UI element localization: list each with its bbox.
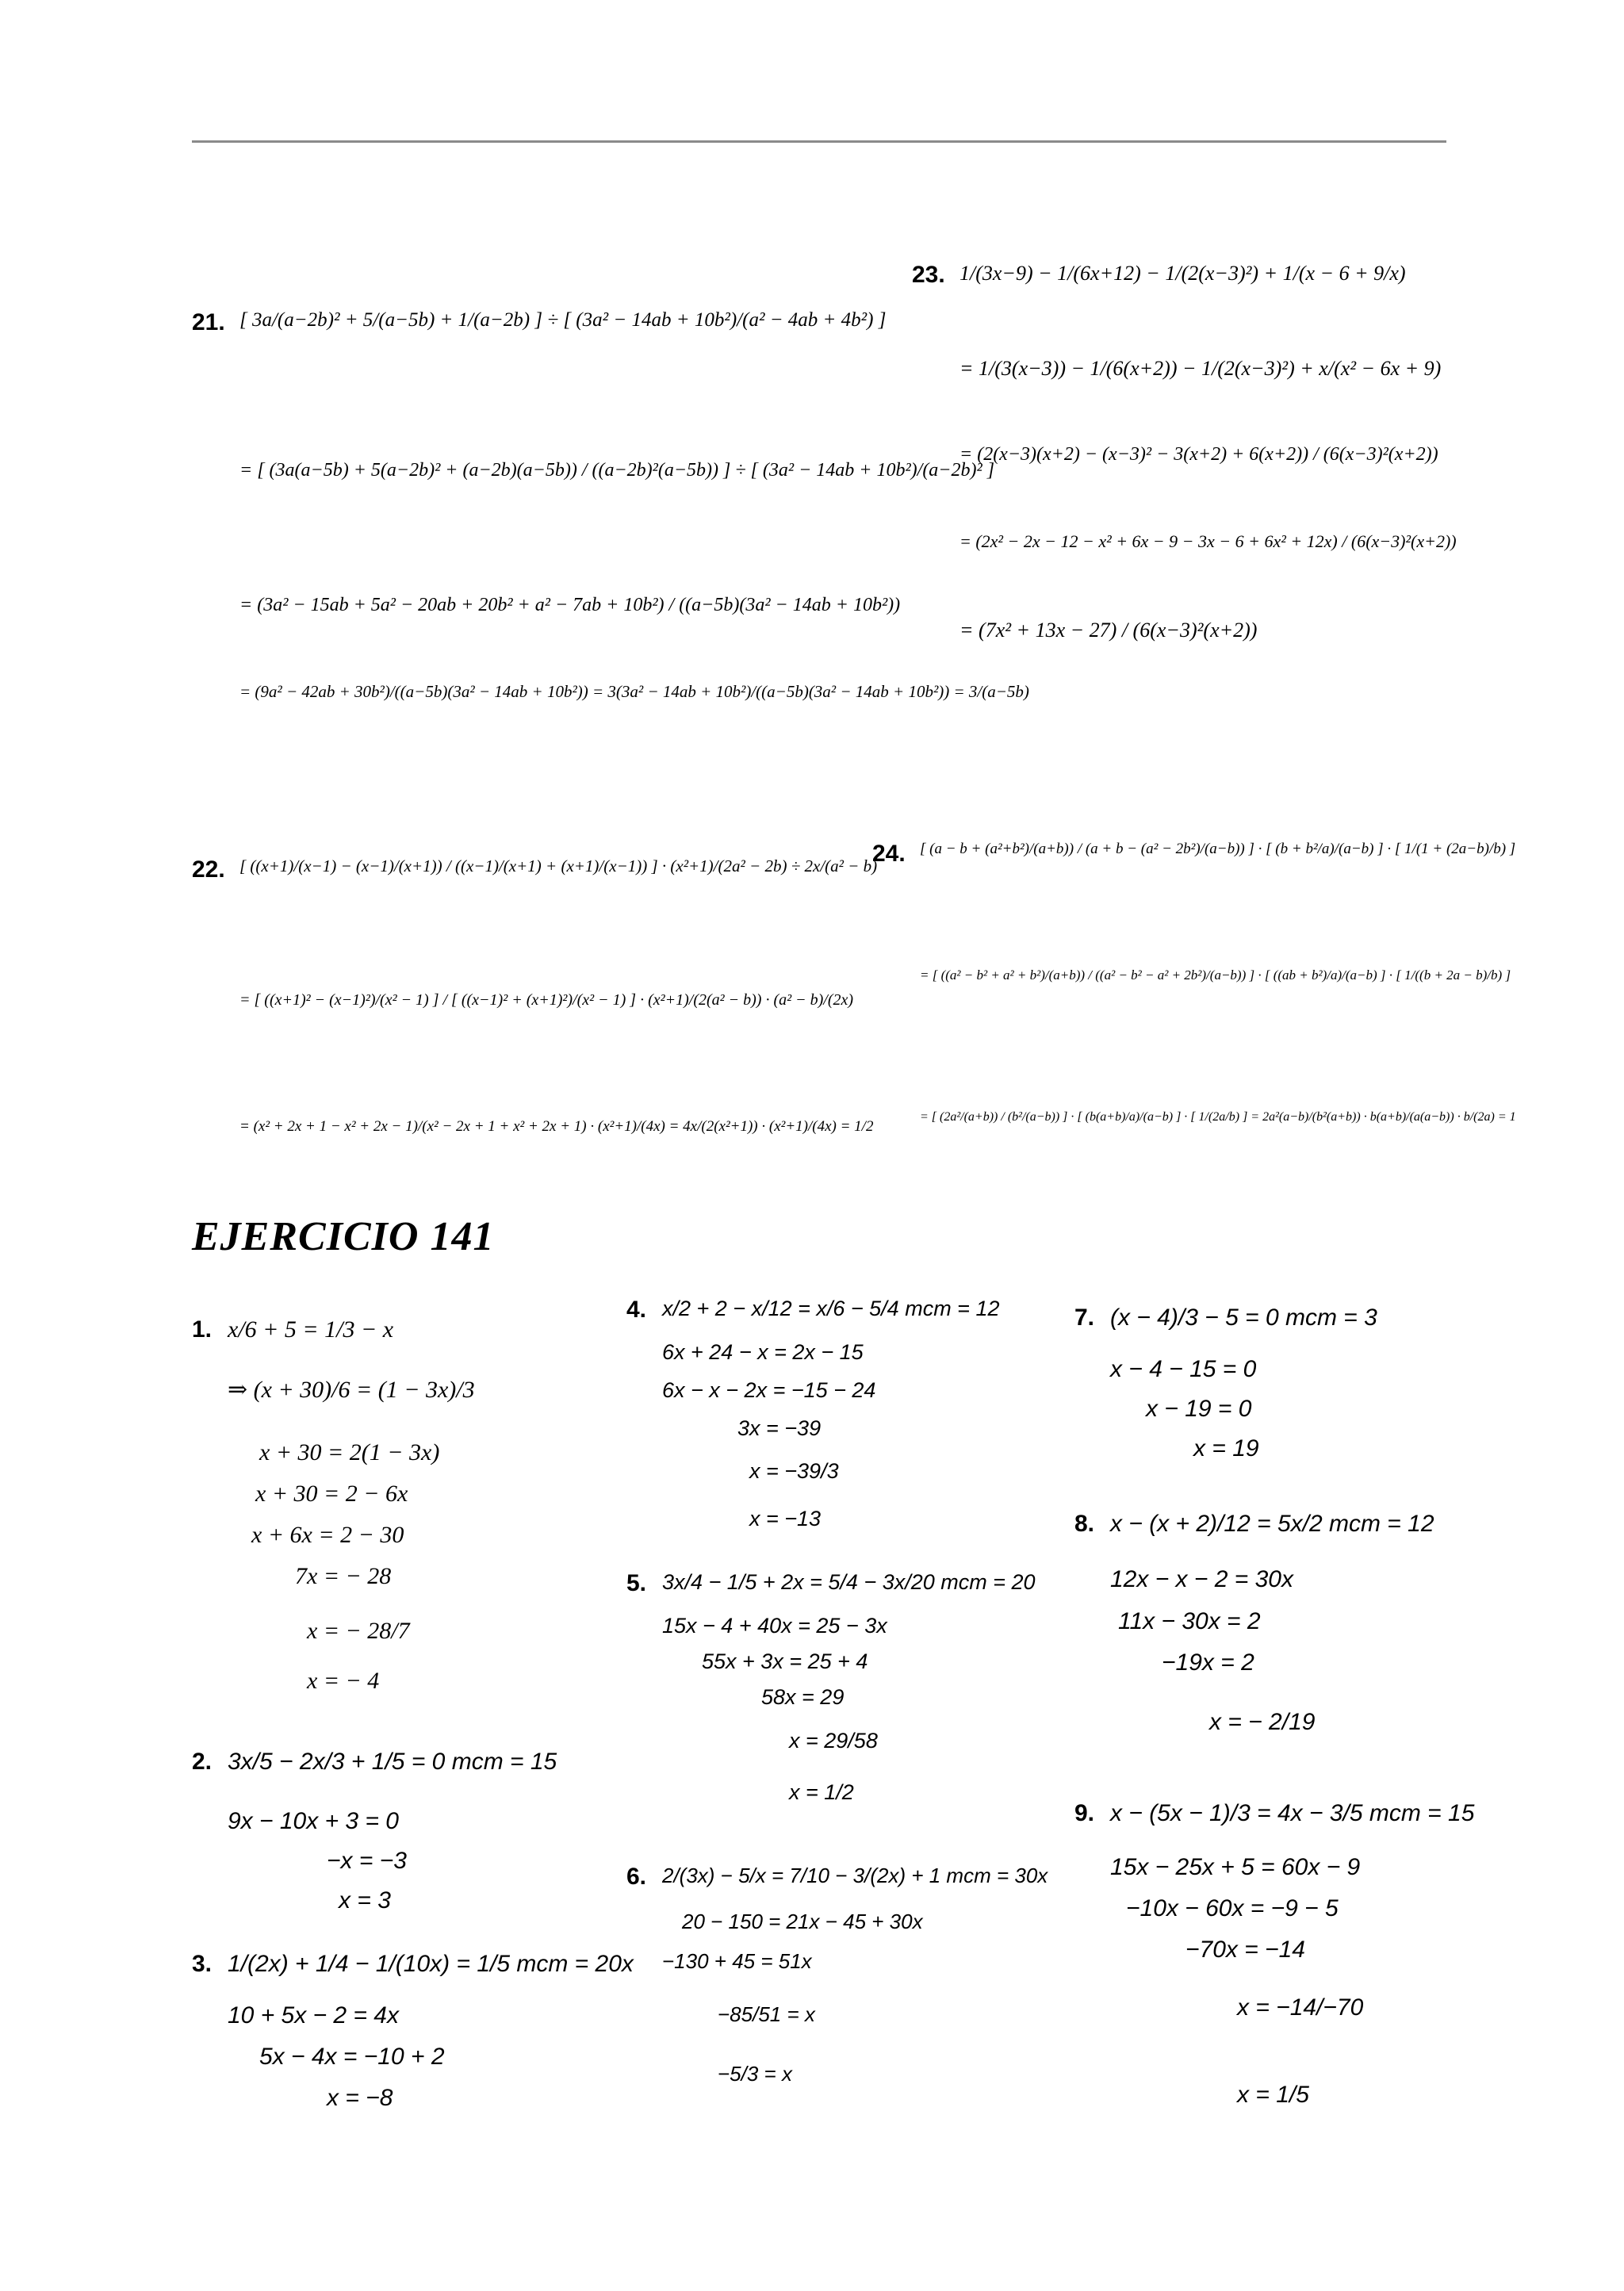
exercise-number: 2. xyxy=(192,1749,213,1775)
exercise-number: 1. xyxy=(192,1316,213,1343)
equation-line: −x = −3 xyxy=(327,1848,407,1874)
exercise-number: 24. xyxy=(872,841,906,867)
equation-line: 12x − x − 2 = 30x xyxy=(1110,1566,1293,1592)
equation-line: 10 + 5x − 2 = 4x xyxy=(228,2002,399,2029)
exercise-1 xyxy=(192,1289,604,1693)
exercise-number: 9. xyxy=(1074,1800,1095,1826)
equation-line: 2/(3x) − 5/x = 7/10 − 3/(2x) + 1 mcm = 30x xyxy=(662,1864,1048,1887)
exercise-number: 7. xyxy=(1074,1304,1095,1331)
equation-line: 3x/4 − 1/5 + 2x = 5/4 − 3x/20 mcm = 20 xyxy=(662,1570,1036,1594)
exercise-21 xyxy=(192,238,1029,745)
equation-line: x = −14/−70 xyxy=(1237,1994,1364,2021)
equation-line: x = − 4 xyxy=(307,1668,380,1694)
exercise-8 xyxy=(1074,1491,1566,1753)
solution-line: = [ (2a²/(a+b)) / (b²/(a−b)) ] · [ (b(a+b)/a)/(a−b) ] · [ 1/(2a/b) ] = 2a²(a−b)/(b²(a+b)) · b(a+b)/(a(a−b)) · b/(2a) = 1 xyxy=(920,1110,1516,1124)
exercise-3 xyxy=(192,1927,634,2117)
equation-line: 6x + 24 − x = 2x − 15 xyxy=(662,1340,864,1364)
equation-line: x = 19 xyxy=(1193,1435,1259,1462)
solution-line: [ ((x+1)/(x−1) − (x−1)/(x+1)) / ((x−1)/(x+1) + (x+1)/(x−1)) ] · (x²+1)/(2a² − 2b) ÷ 2x/(a² − b) xyxy=(239,856,878,875)
equation-line: 11x − 30x = 2 xyxy=(1118,1608,1261,1634)
equation-line: 3x = −39 xyxy=(737,1416,822,1440)
solution-line: = (9a² − 42ab + 30b²)/((a−5b)(3a² − 14ab + 10b²)) = 3(3a² − 14ab + 10b²)/((a−5b)(3a² − 14ab + 10b²)) = 3/(a−5b) xyxy=(239,682,1029,701)
equation-line: 20 − 150 = 21x − 45 + 30x xyxy=(682,1910,923,1933)
equation-line: 55x + 3x = 25 + 4 xyxy=(702,1649,868,1673)
equation-line: 15x − 4 + 40x = 25 − 3x xyxy=(662,1614,887,1638)
exercise-22 xyxy=(192,777,906,1190)
equation-line: −70x = −14 xyxy=(1185,1937,1305,1963)
solution-line: = 1/(3(x−3)) − 1/(6(x+2)) − 1/(2(x−3)²) + x/(x² − 6x + 9) xyxy=(959,357,1442,380)
equation-line: 6x − x − 2x = −15 − 24 xyxy=(662,1378,876,1402)
equation-line: x = 3 xyxy=(339,1887,391,1914)
solution-line: = (7x² + 13x − 27) / (6(x−3)²(x+2)) xyxy=(959,619,1258,642)
section-heading: EJERCICIO 141 xyxy=(192,1214,495,1259)
solution-line: = [ (3a(a−5b) + 5(a−2b)² + (a−2b)(a−5b)) / ((a−2b)²(a−5b)) ] ÷ [ (3a² − 14ab + 10b²)/(a−2b)² ] xyxy=(239,460,995,481)
exercise-number: 4. xyxy=(626,1297,647,1323)
equation-line: x − (x + 2)/12 = 5x/2 mcm = 12 xyxy=(1110,1511,1434,1537)
equation-line: 3x/5 − 2x/3 + 1/5 = 0 mcm = 15 xyxy=(228,1749,557,1775)
solution-line: = (2(x−3)(x+2) − (x−3)² − 3(x+2) + 6(x+2)) / (6(x−3)²(x+2)) xyxy=(959,444,1438,465)
equation-line: x = −13 xyxy=(749,1507,822,1531)
equation-line: −19x = 2 xyxy=(1162,1649,1254,1676)
equation-line: (x − 4)/3 − 5 = 0 mcm = 3 xyxy=(1110,1304,1377,1331)
exercise-6 xyxy=(626,1840,1071,2109)
exercise-number: 21. xyxy=(192,309,225,335)
solution-line: = (2x² − 2x − 12 − x² + 6x − 9 − 3x − 6 + 6x² + 12x) / (6(x−3)²(x+2)) xyxy=(959,531,1457,551)
equation-line: 5x − 4x = −10 + 2 xyxy=(259,2044,445,2070)
equation-line: x = 1/2 xyxy=(789,1780,854,1804)
equation-line: x = −39/3 xyxy=(749,1459,839,1483)
exercise-number: 8. xyxy=(1074,1511,1095,1537)
equation-line: x = 1/5 xyxy=(1237,2082,1309,2108)
solution-line: = [ ((x+1)² − (x−1)²)/(x² − 1) ] / [ ((x−1)² + (x+1)²)/(x² − 1) ] · (x²+1)/(2(a² − b)) · (a² − b)/(2x) xyxy=(239,991,854,1009)
exercise-number: 22. xyxy=(192,856,225,883)
exercise-23 xyxy=(912,238,1467,682)
exercise-24 xyxy=(872,777,1602,1190)
equation-line: 9x − 10x + 3 = 0 xyxy=(228,1808,399,1834)
exercise-number: 23. xyxy=(912,262,945,288)
equation-line: −85/51 = x xyxy=(718,2002,815,2026)
equation-line: x − 4 − 15 = 0 xyxy=(1110,1356,1257,1382)
header-rule xyxy=(192,140,1446,143)
equation-line: x = − 28/7 xyxy=(307,1618,410,1644)
solution-line: = (3a² − 15ab + 5a² − 20ab + 20b² + a² − 7ab + 10b²) / ((a−5b)(3a² − 14ab + 10b²)) xyxy=(239,595,901,615)
solution-line: = (x² + 2x + 1 − x² + 2x − 1)/(x² − 2x + 1 + x² + 2x + 1) · (x²+1)/(4x) = 4x/(2(x²+1)) · (x²+1)/(4x) = 1/2 xyxy=(239,1118,874,1135)
exercise-number: 5. xyxy=(626,1570,647,1596)
equation-line: 7x = − 28 xyxy=(295,1563,392,1589)
equation-line: x − 19 = 0 xyxy=(1146,1396,1252,1422)
exercise-4 xyxy=(626,1277,1071,1538)
equation-line: 1/(2x) + 1/4 − 1/(10x) = 1/5 mcm = 20x xyxy=(228,1951,634,1977)
equation-line: x + 30 = 2 − 6x xyxy=(255,1481,408,1507)
equation-line: x − (5x − 1)/3 = 4x − 3/5 mcm = 15 xyxy=(1110,1800,1475,1826)
exercise-9 xyxy=(1074,1776,1566,2125)
exercise-number: 6. xyxy=(626,1864,647,1890)
solution-line: = [ ((a² − b² + a² + b²)/(a+b)) / ((a² − b² − a² + 2b²)/(a−b)) ] · [ ((ab + b²)/a)/(a−b) ] · [ 1/((b + 2a − b)/b) ] xyxy=(920,967,1511,983)
exercise-2 xyxy=(192,1725,604,1915)
equation-line: 15x − 25x + 5 = 60x − 9 xyxy=(1110,1854,1361,1880)
equation-line: x + 30 = 2(1 − 3x) xyxy=(259,1439,440,1465)
exercise-7 xyxy=(1074,1277,1566,1462)
exercise-number: 3. xyxy=(192,1951,213,1977)
equation-line: x = 29/58 xyxy=(789,1729,878,1753)
equation-line: −130 + 45 = 51x xyxy=(662,1949,812,1973)
exercise-5 xyxy=(626,1550,1071,1820)
solution-line: 1/(3x−9) − 1/(6x+12) − 1/(2(x−3)²) + 1/(x − 6 + 9/x) xyxy=(959,262,1406,285)
equation-line: x + 6x = 2 − 30 xyxy=(251,1522,404,1548)
equation-line: x = −8 xyxy=(327,2085,393,2111)
equation-line: x/2 + 2 − x/12 = x/6 − 5/4 mcm = 12 xyxy=(662,1297,1000,1320)
solution-line: [ 3a/(a−2b)² + 5/(a−5b) + 1/(a−2b) ] ÷ [ (3a² − 14ab + 10b²)/(a² − 4ab + 4b²) ] xyxy=(239,309,887,331)
equation-line: −5/3 = x xyxy=(718,2062,792,2086)
solution-line: [ (a − b + (a²+b²)/(a+b)) / (a + b − (a² − 2b²)/(a−b)) ] · [ (b + b²/a)/(a−b) ] · [ 1/(1 + (2a−b)/b) ] xyxy=(920,841,1516,857)
equation-line: x = − 2/19 xyxy=(1209,1709,1316,1735)
equation-line: 58x = 29 xyxy=(761,1685,845,1709)
equation-line: ⇒ (x + 30)/6 = (1 − 3x)/3 xyxy=(228,1377,475,1403)
equation-line: x/6 + 5 = 1/3 − x xyxy=(228,1316,394,1343)
equation-line: −10x − 60x = −9 − 5 xyxy=(1126,1895,1339,1921)
